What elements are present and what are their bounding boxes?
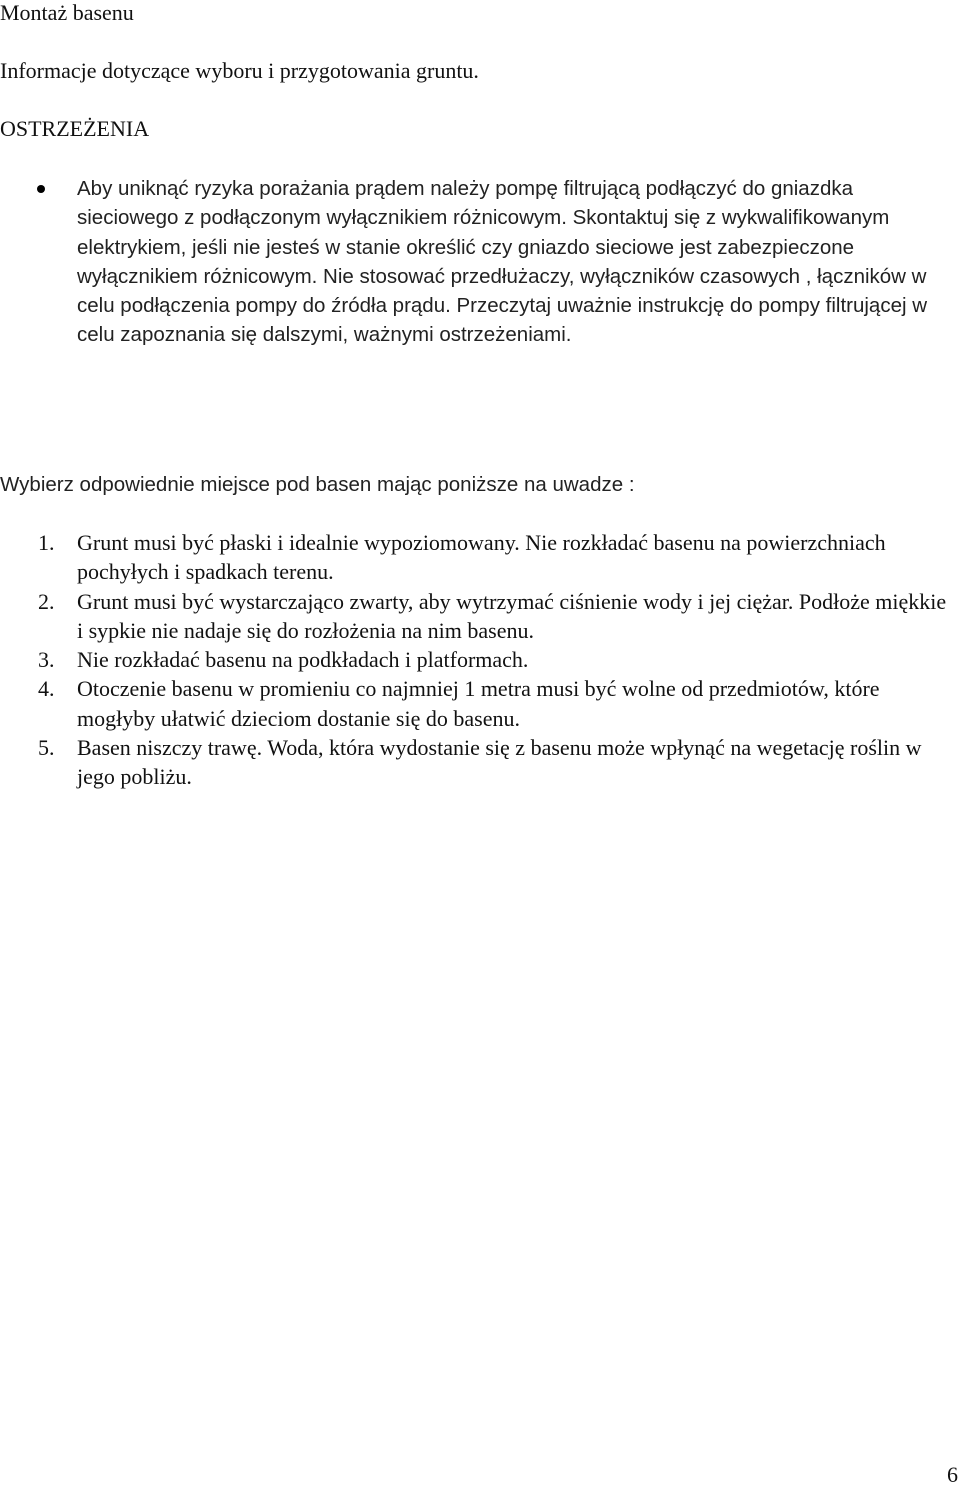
page-number: 6: [947, 1462, 958, 1487]
list-item-number: 1.: [38, 530, 55, 555]
list-item: [0, 733, 960, 792]
site-selection-intro: Wybierz odpowiednie miejsce pod basen mając poniższe na uwadze :: [0, 473, 635, 496]
list-item-number: 2.: [38, 588, 55, 614]
bullet-icon: [37, 185, 45, 193]
list-item-number: 5.: [38, 735, 55, 761]
warning-text: Aby uniknąć ryzyka porażania prądem należy pompę filtrującą podłączyć do gniazdka sieciowego z podłączonym wyłącznikiem różnicowym. Skontaktuj się z wykwalifikowanym elektrykiem, jeśli nie jesteś w stanie określić czy gniazdo sieciowe jest zabezpieczone wyłącznikiem różnicowym. Nie stosować przedłużaczy, wyłączników czasowych , łączników w celu podłączenia pompy do źródła prądu. Przeczytaj uważnie instrukcję do pompy filtrującej w celu zapoznania się dalszymi, ważnymi ostrzeżeniami.: [77, 177, 928, 347]
list-item: [0, 674, 960, 733]
list-item: [0, 645, 960, 674]
warnings-list: [0, 174, 960, 350]
list-item-text: Grunt musi być wystarczająco zwarty, aby wytrzymać ciśnienie wody i jej ciężar. Podłoże miękkie i sypkie nie nadaje się do rozłożenia na nim basenu.: [77, 588, 947, 643]
warning-item: [0, 174, 960, 350]
list-item-text: Basen niszczy trawę. Woda, która wydostanie się z basenu może wpłynąć na wegetację roślin w jego pobliżu.: [77, 735, 922, 790]
list-item-number: 4.: [38, 676, 55, 702]
site-requirements-list: [0, 528, 960, 792]
list-item-text: Otoczenie basenu w promieniu co najmniej 1 metra musi być wolne od przedmiotów, które mogłyby ułatwić dzieciom dostanie się do basenu.: [77, 676, 880, 731]
warnings-heading: OSTRZEŻENIA: [0, 116, 150, 141]
list-item-number: 3.: [38, 647, 55, 673]
section-subtitle: Informacje dotyczące wyboru i przygotowania gruntu.: [0, 58, 479, 83]
list-item: [0, 528, 960, 587]
document-title: Montaż basenu: [0, 0, 134, 25]
list-item-text: Nie rozkładać basenu na podkładach i platformach.: [77, 647, 529, 673]
list-item-text: Grunt musi być płaski i idealnie wypoziomowany. Nie rozkładać basenu na powierzchniach pochyłych i spadkach terenu.: [77, 530, 886, 585]
list-item: [0, 587, 960, 646]
